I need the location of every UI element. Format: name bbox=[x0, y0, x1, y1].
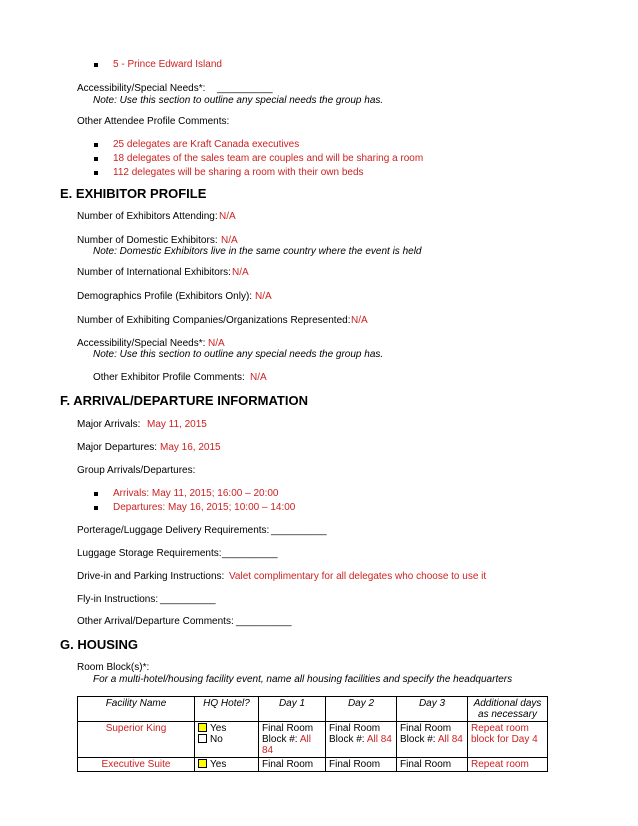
day3-cell: Final Room bbox=[397, 758, 468, 772]
porterage-value: __________ bbox=[271, 525, 327, 536]
header-day2: Day 2 bbox=[326, 697, 397, 722]
table-header-row bbox=[78, 697, 548, 722]
drivein-value: Valet complimentary for all delegates who choose to use it bbox=[229, 571, 487, 582]
hq-no-label: No bbox=[210, 734, 223, 745]
international-label: Number of International Exhibitors: bbox=[77, 267, 231, 278]
departures-value: May 16, 2015 bbox=[160, 442, 221, 453]
bullet-icon bbox=[94, 63, 98, 67]
hq-yes-label: Yes bbox=[210, 723, 227, 734]
exhibitor-other-value: N/A bbox=[250, 372, 267, 383]
checkbox-icon[interactable] bbox=[198, 759, 207, 768]
roomblock-label: Room Block(s)*: bbox=[77, 662, 150, 673]
arrival-other-label: Other Arrival/Departure Comments: bbox=[77, 616, 234, 627]
arrival-other-value: __________ bbox=[236, 616, 292, 627]
exhibitor-special-label: Accessibility/Special Needs*: bbox=[77, 338, 206, 349]
room-block-table bbox=[77, 696, 548, 772]
exhibitor-special-note: Note: Use this section to outline any special needs the group has. bbox=[93, 349, 384, 360]
drivein-label: Drive-in and Parking Instructions: bbox=[77, 571, 225, 582]
porterage-label: Porterage/Luggage Delivery Requirements: bbox=[77, 525, 270, 536]
hq-no-option[interactable] bbox=[198, 734, 255, 745]
section-e-heading: E. EXHIBITOR PROFILE bbox=[60, 186, 207, 201]
day3-value: All 84 bbox=[437, 734, 463, 745]
day3-prefix: Final Room Block #: bbox=[400, 723, 452, 745]
domestic-value: N/A bbox=[221, 235, 238, 246]
bullet-icon bbox=[94, 492, 98, 496]
section-g-heading: G. HOUSING bbox=[60, 637, 139, 652]
header-hq: HQ Hotel? bbox=[195, 697, 259, 722]
checkbox-icon[interactable] bbox=[198, 723, 207, 732]
facility-name: Superior King bbox=[78, 722, 195, 758]
departures-label: Major Departures: bbox=[77, 442, 158, 453]
day2-cell: Final Room bbox=[326, 758, 397, 772]
attendee-other-label: Other Attendee Profile Comments: bbox=[77, 116, 230, 127]
domestic-note: Note: Domestic Exhibitors live in the same country where the event is held bbox=[93, 246, 422, 257]
exhibitor-special-value: N/A bbox=[208, 338, 225, 349]
additional-cell: Repeat room block for Day 4 bbox=[468, 722, 548, 758]
day1-prefix: Final Room Block #: bbox=[262, 723, 314, 745]
domestic-label: Number of Domestic Exhibitors: bbox=[77, 235, 218, 246]
exhibitors-label: Number of Exhibitors Attending: bbox=[77, 211, 218, 222]
header-day1: Day 1 bbox=[259, 697, 326, 722]
header-additional: Additional days as necessary bbox=[468, 697, 548, 722]
hq-yes-option[interactable] bbox=[198, 723, 255, 734]
additional-cell: Repeat room bbox=[468, 758, 548, 772]
facility-name: Executive Suite bbox=[78, 758, 195, 772]
storage-value: __________ bbox=[222, 548, 278, 559]
checkbox-icon[interactable] bbox=[198, 734, 207, 743]
bullet-icon bbox=[94, 506, 98, 510]
group-bullet: Departures: May 16, 2015; 10:00 – 14:00 bbox=[113, 502, 296, 513]
hq-yes-option[interactable] bbox=[198, 759, 255, 770]
day1-value: All 84 bbox=[262, 734, 311, 756]
bullet-icon bbox=[94, 171, 98, 175]
header-facility: Facility Name bbox=[78, 697, 195, 722]
bullet-icon bbox=[94, 143, 98, 147]
exhibitor-other-label: Other Exhibitor Profile Comments: bbox=[93, 372, 245, 383]
arrivals-value: May 11, 2015 bbox=[147, 419, 207, 430]
day2-prefix: Final Room Block #: bbox=[329, 723, 381, 745]
attendee-bullet: 18 delegates of the sales team are couples and will be sharing a room bbox=[113, 153, 424, 164]
day2-cell bbox=[326, 722, 397, 758]
storage-label: Luggage Storage Requirements: bbox=[77, 548, 222, 559]
exhibitors-value: N/A bbox=[219, 211, 236, 222]
province-bullet: 5 - Prince Edward Island bbox=[113, 59, 222, 70]
roomblock-note: For a multi-hotel/housing facility event, name all housing facilities and specify the headquarters bbox=[93, 674, 513, 685]
table-row bbox=[78, 758, 548, 772]
international-value: N/A bbox=[232, 267, 249, 278]
attendee-special-needs-label: Accessibility/Special Needs*: bbox=[77, 83, 206, 94]
demographics-label: Demographics Profile (Exhibitors Only): bbox=[77, 291, 253, 302]
header-day3: Day 3 bbox=[397, 697, 468, 722]
attendee-bullet: 112 delegates will be sharing a room with their own beds bbox=[113, 167, 364, 178]
day1-cell: Final Room bbox=[259, 758, 326, 772]
day2-value: All 84 bbox=[366, 734, 392, 745]
group-label: Group Arrivals/Departures: bbox=[77, 465, 196, 476]
attendee-bullet: 25 delegates are Kraft Canada executives bbox=[113, 139, 300, 150]
attendee-special-needs-note: Note: Use this section to outline any special needs the group has. bbox=[93, 95, 384, 106]
day1-cell bbox=[259, 722, 326, 758]
group-bullet: Arrivals: May 11, 2015; 16:00 – 20:00 bbox=[113, 488, 279, 499]
arrivals-label: Major Arrivals: bbox=[77, 419, 141, 430]
flyin-label: Fly-in Instructions: bbox=[77, 594, 159, 605]
section-f-heading: F. ARRIVAL/DEPARTURE INFORMATION bbox=[60, 393, 308, 408]
companies-label: Number of Exhibiting Companies/Organizations Represented: bbox=[77, 315, 351, 326]
demographics-value: N/A bbox=[255, 291, 272, 302]
flyin-value: __________ bbox=[160, 594, 216, 605]
hq-cell bbox=[195, 758, 259, 772]
hq-cell bbox=[195, 722, 259, 758]
bullet-icon bbox=[94, 157, 98, 161]
attendee-special-needs-value: __________ bbox=[217, 83, 273, 94]
hq-yes-label: Yes bbox=[210, 759, 227, 770]
companies-value: N/A bbox=[351, 315, 368, 326]
day3-cell bbox=[397, 722, 468, 758]
table-row bbox=[78, 722, 548, 758]
